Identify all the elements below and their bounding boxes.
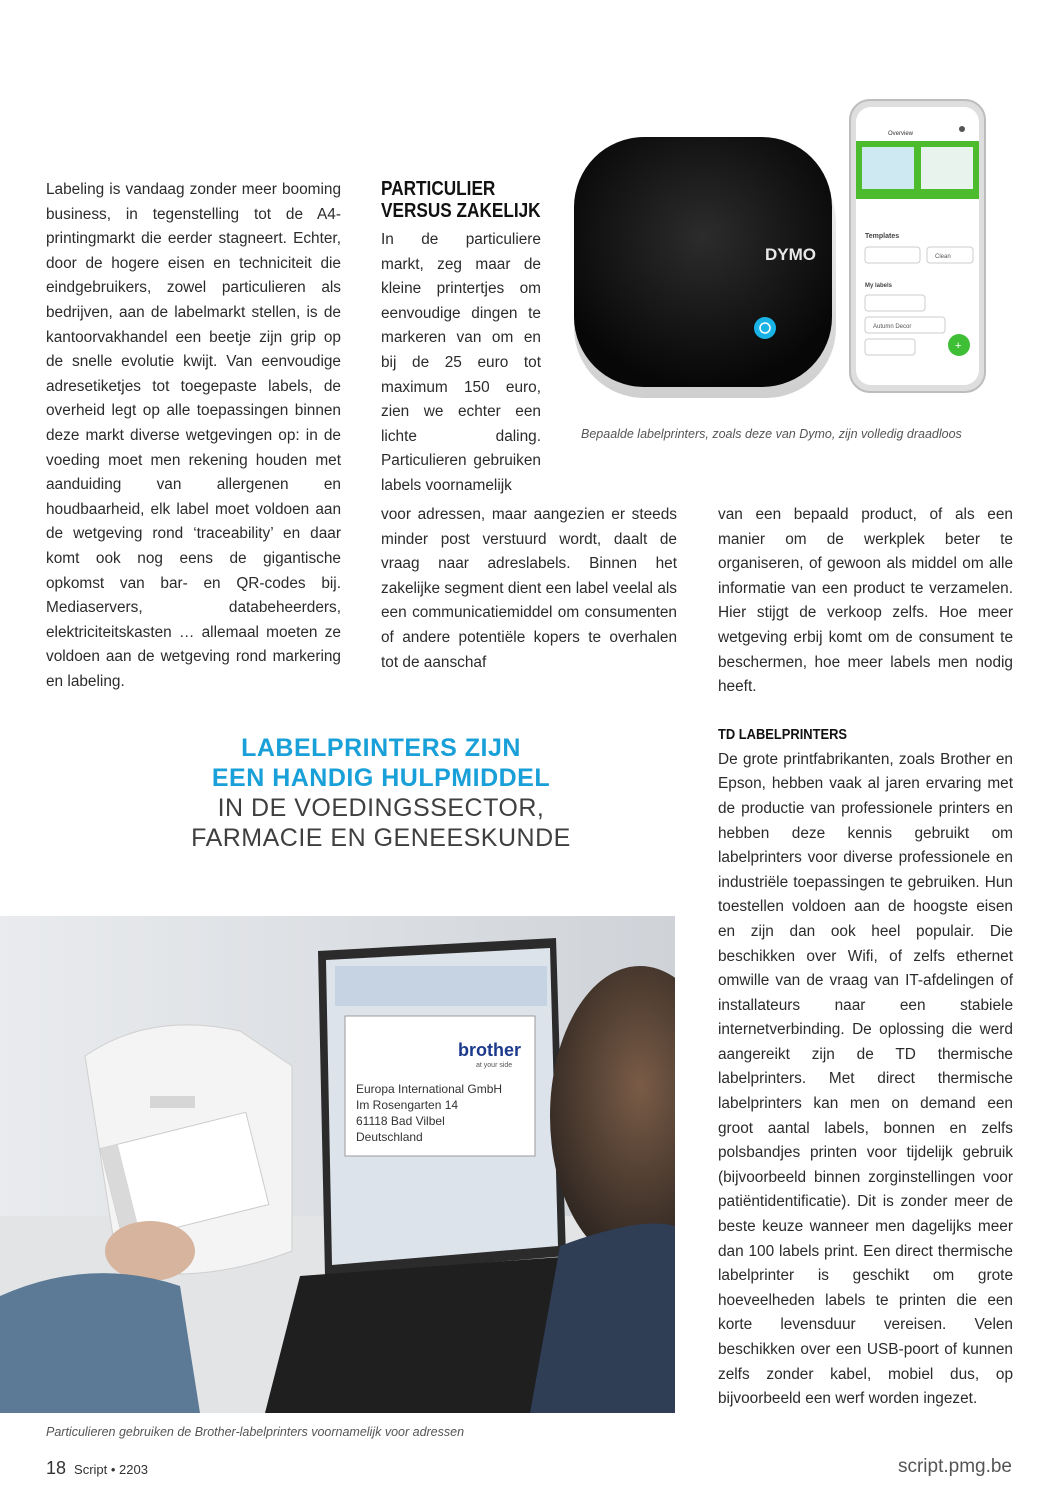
paragraph-particulier-continued: voor adressen, maar aangezien er steeds minder post verstuurd wordt, daalt de vraag naar adreslabels. Binnen het zakelijke segment dient een label veelal als een communicatiemiddel om consumenten of andere potentiële kopers te overhalen tot de aanschaf (381, 506, 677, 671)
banner-photo-1 (862, 147, 914, 189)
software-ribbon (335, 966, 547, 1006)
magazine-issue: Script • 2203 (74, 1462, 148, 1477)
body-column-2-top (381, 178, 541, 499)
brother-logo: brother (458, 1040, 521, 1060)
power-button-icon (754, 317, 776, 339)
paragraph-intro: Labeling is vandaag zonder meer booming business, in tegenstelling tot de A4-printingmarkt die eerder stagneert. Echter, door de hogere eisen en techniciteit die eindgebruikers, zowel particulieren als bedrijven, aan de labelmarkt stellen, is de kantoorvakhandel een beetje zijn grip op de snelle evolutie kwijt. Van eenvoudige adresetiketjes tot toegepaste labels, de overheid legt op alle toepassingen binnen deze markt diverse wetgevingen op: in de voeding moet men rekening houden met aanduiding van allergenen en houdbaarheid, elk label moet voldoen aan de wetgeving rond ‘traceability’ en daar komt ook nog eens de gigantische opkomst van bar- en QR-codes bij. Mediaservers, databeheerders, elektriciteitskasten … allemaal moeten ze voldoen aan de wetgeving rond markering en labeling. (46, 181, 341, 690)
paragraph-td-labelprinters: De grote printfabrikanten, zoals Brother en Epson, hebben vaak al jaren ervaring met de productie van professionele printers en hebben deze kennis gebruikt om labelprinters voor diverse professionele en industriële toepassingen te gebruiken. Hun toestellen voldoen aan de hoogste eisen en zijn dan ook heel populair. Die beschikken over Wifi, of zelfs ethernet omwille van de vraag van IT-afdelingen of installateurs naar een stabiele internetverbinding. De oplossing die werd aangereikt zijn de TD thermische labelprinters. Met direct thermische labelprinters kan men on demand een groot aantal labels, bonnen en zelfs polsbandjes printen voor tijdelijk gebruik (bijvoorbeeld binnen zorginstellingen voor patiëntidentificatie). Dit is zonder meer de beste keuze wanneer men dagelijks meer dan 100 labels print. Een direct thermische labelprinter is geschikt om grote hoeveelheden labels te printen die een korte levensduur vereisen. Velen beschikken over een USB-poort of kunnen zelfs zonder kabel, mobiel dus, op bijvoorbeeld een werf worden ingezet. (718, 750, 1013, 1408)
body-column-2-bottom (381, 503, 677, 675)
pull-quote-line-3: IN DE VOEDINGSSECTOR, (217, 794, 545, 822)
phone-templates-label: Templates (865, 233, 900, 240)
brother-product-photo (0, 916, 675, 1413)
pull-quote (136, 733, 626, 853)
heading-line-1: PARTICULIER (381, 178, 496, 200)
section-heading-td: TD LABELPRINTERS (718, 725, 847, 743)
hand (105, 1221, 195, 1281)
body-column-1 (46, 178, 341, 694)
phone-autumn-label: Autumn Decor (873, 324, 912, 330)
photo-caption-brother: Particulieren gebruiken de Brother-labelprinters voornamelijk voor adressen (46, 1425, 465, 1439)
phone-my-labels: My labels (865, 283, 893, 289)
paragraph-zakelijk-continued: van een bepaald product, of als een manier om de werkplek beter te organiseren, of gewoon als middel om alle informatie van een product te verzamelen. Hier stijgt de verkoop zelfs. Hoe meer wetgeving erbij komt om de consument te beschermen, hoe meer labels men nodig heeft. (718, 506, 1013, 696)
printer-slot (150, 1096, 195, 1108)
section-heading-particulier (381, 178, 541, 222)
gear-icon (959, 126, 965, 132)
banner-photo-2 (921, 147, 973, 189)
plus-icon: + (955, 340, 962, 352)
paragraph-particulier: In de particuliere markt, zeg maar de kleine printertjes om eenvoudige dingen te markeren van om en bij de 25 euro tot maximum 150 euro, zien we echter een lichte daling. Particulieren gebruiken labels voornamelijk (381, 231, 541, 494)
page-number: 18 (46, 1458, 67, 1478)
address-line-4: Deutschland (356, 1130, 423, 1144)
dymo-product-photo (560, 95, 1005, 400)
brother-tagline: at your side (476, 1062, 513, 1069)
photo-caption-dymo: Bepaalde labelprinters, zoals deze van Dymo, zijn volledig draadloos (581, 427, 962, 441)
footer-page-info (46, 1458, 148, 1479)
phone-title: Overview (888, 131, 914, 137)
address-line-2: Im Rosengarten 14 (356, 1098, 459, 1112)
pull-quote-line-4: FARMACIE EN GENEESKUNDE (191, 824, 571, 852)
heading-line-2: VERSUS ZAKELIJK (381, 200, 541, 222)
pull-quote-line-1: LABELPRINTERS ZIJN (241, 734, 521, 762)
sleeve (0, 1273, 200, 1413)
address-line-3: 61118 Bad Vilbel (356, 1114, 445, 1128)
dymo-logo: DYMO (765, 245, 816, 264)
body-column-3 (718, 503, 1013, 1412)
phone-clean-label: Clean (935, 254, 951, 260)
pull-quote-line-2: EEN HANDIG HULPMIDDEL (211, 764, 551, 792)
address-line-1: Europa International GmbH (356, 1082, 503, 1096)
footer-url[interactable]: script.pmg.be (897, 1456, 1012, 1477)
